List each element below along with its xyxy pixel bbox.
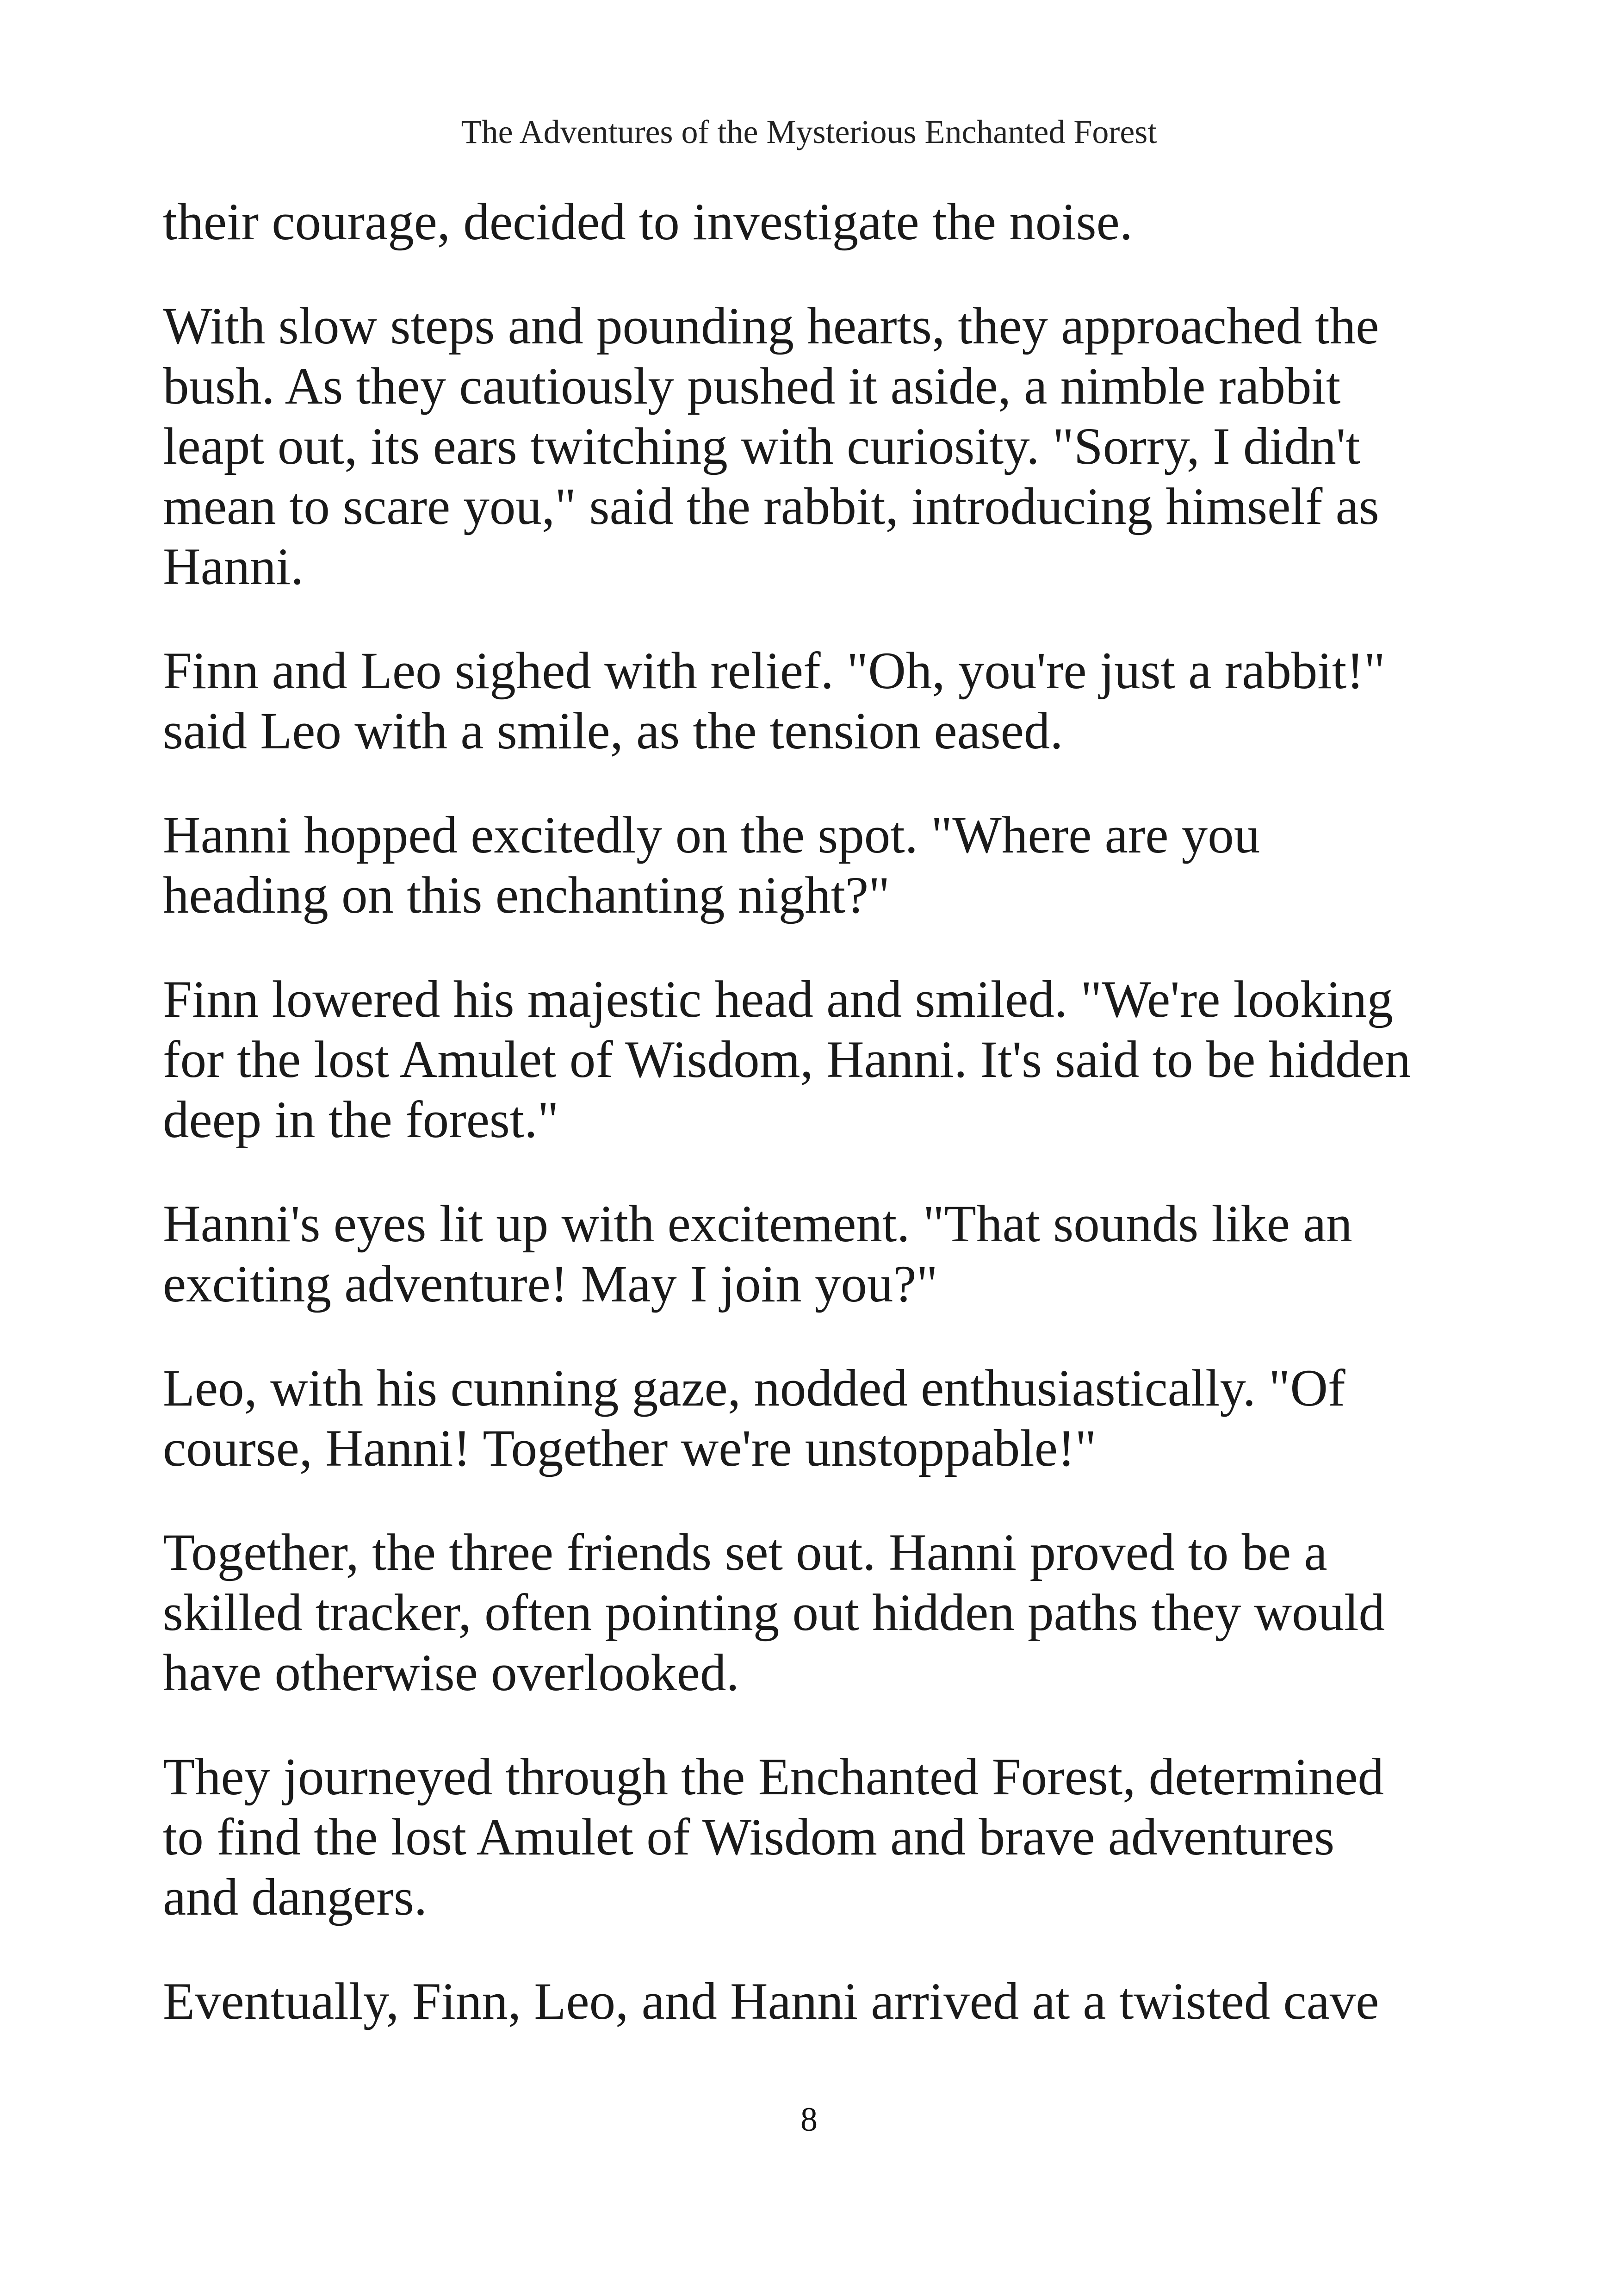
story-paragraph bbox=[163, 1194, 1458, 1314]
text-line: Finn lowered his majestic head and smiled. "We're looking bbox=[163, 971, 1393, 1028]
story-paragraph bbox=[163, 970, 1458, 1150]
story-paragraph bbox=[163, 641, 1458, 761]
text-line: deep in the forest." bbox=[163, 1091, 559, 1149]
page-number: 8 bbox=[800, 2101, 818, 2139]
text-line: Hanni hopped excitedly on the spot. "Where are you bbox=[163, 806, 1260, 864]
text-line: Hanni's eyes lit up with excitement. "That sounds like an bbox=[163, 1195, 1352, 1253]
story-paragraph bbox=[163, 1523, 1458, 1703]
text-line: their courage, decided to investigate the noise. bbox=[163, 193, 1133, 251]
text-line: bush. As they cautiously pushed it aside, a nimble rabbit bbox=[163, 357, 1341, 415]
story-paragraph bbox=[163, 192, 1458, 252]
text-line: exciting adventure! May I join you?" bbox=[163, 1255, 938, 1313]
story-paragraph bbox=[163, 296, 1458, 597]
text-line: have otherwise overlooked. bbox=[163, 1644, 739, 1702]
text-line: course, Hanni! Together we're unstoppable!" bbox=[163, 1419, 1097, 1477]
text-line: Hanni. bbox=[163, 538, 304, 596]
text-line: With slow steps and pounding hearts, they approached the bbox=[163, 297, 1379, 355]
text-line: Eventually, Finn, Leo, and Hanni arrived at a twisted cave bbox=[163, 1972, 1379, 2030]
story-paragraph bbox=[163, 1972, 1458, 2032]
running-header-title: The Adventures of the Mysterious Enchanted Forest bbox=[461, 113, 1157, 150]
story-paragraph bbox=[163, 1358, 1458, 1479]
text-line: mean to scare you," said the rabbit, introducing himself as bbox=[163, 478, 1379, 535]
text-line: for the lost Amulet of Wisdom, Hanni. It's said to be hidden bbox=[163, 1031, 1411, 1089]
text-line: said Leo with a smile, as the tension eased. bbox=[163, 702, 1063, 760]
text-line: skilled tracker, often pointing out hidden paths they would bbox=[163, 1584, 1385, 1642]
text-line: to find the lost Amulet of Wisdom and brave adventures bbox=[163, 1808, 1335, 1866]
text-line: heading on this enchanting night?" bbox=[163, 866, 890, 924]
text-line: leapt out, its ears twitching with curiosity. "Sorry, I didn't bbox=[163, 417, 1360, 475]
text-line: They journeyed through the Enchanted Forest, determined bbox=[163, 1748, 1384, 1806]
text-line: Together, the three friends set out. Hanni proved to be a bbox=[163, 1524, 1327, 1581]
text-line: Finn and Leo sighed with relief. "Oh, you're just a rabbit!" bbox=[163, 642, 1385, 700]
story-paragraph bbox=[163, 805, 1458, 926]
text-line: Leo, with his cunning gaze, nodded enthusiastically. "Of bbox=[163, 1359, 1345, 1417]
story-body bbox=[163, 192, 1458, 2076]
story-paragraph bbox=[163, 1747, 1458, 1928]
text-line: and dangers. bbox=[163, 1868, 428, 1926]
